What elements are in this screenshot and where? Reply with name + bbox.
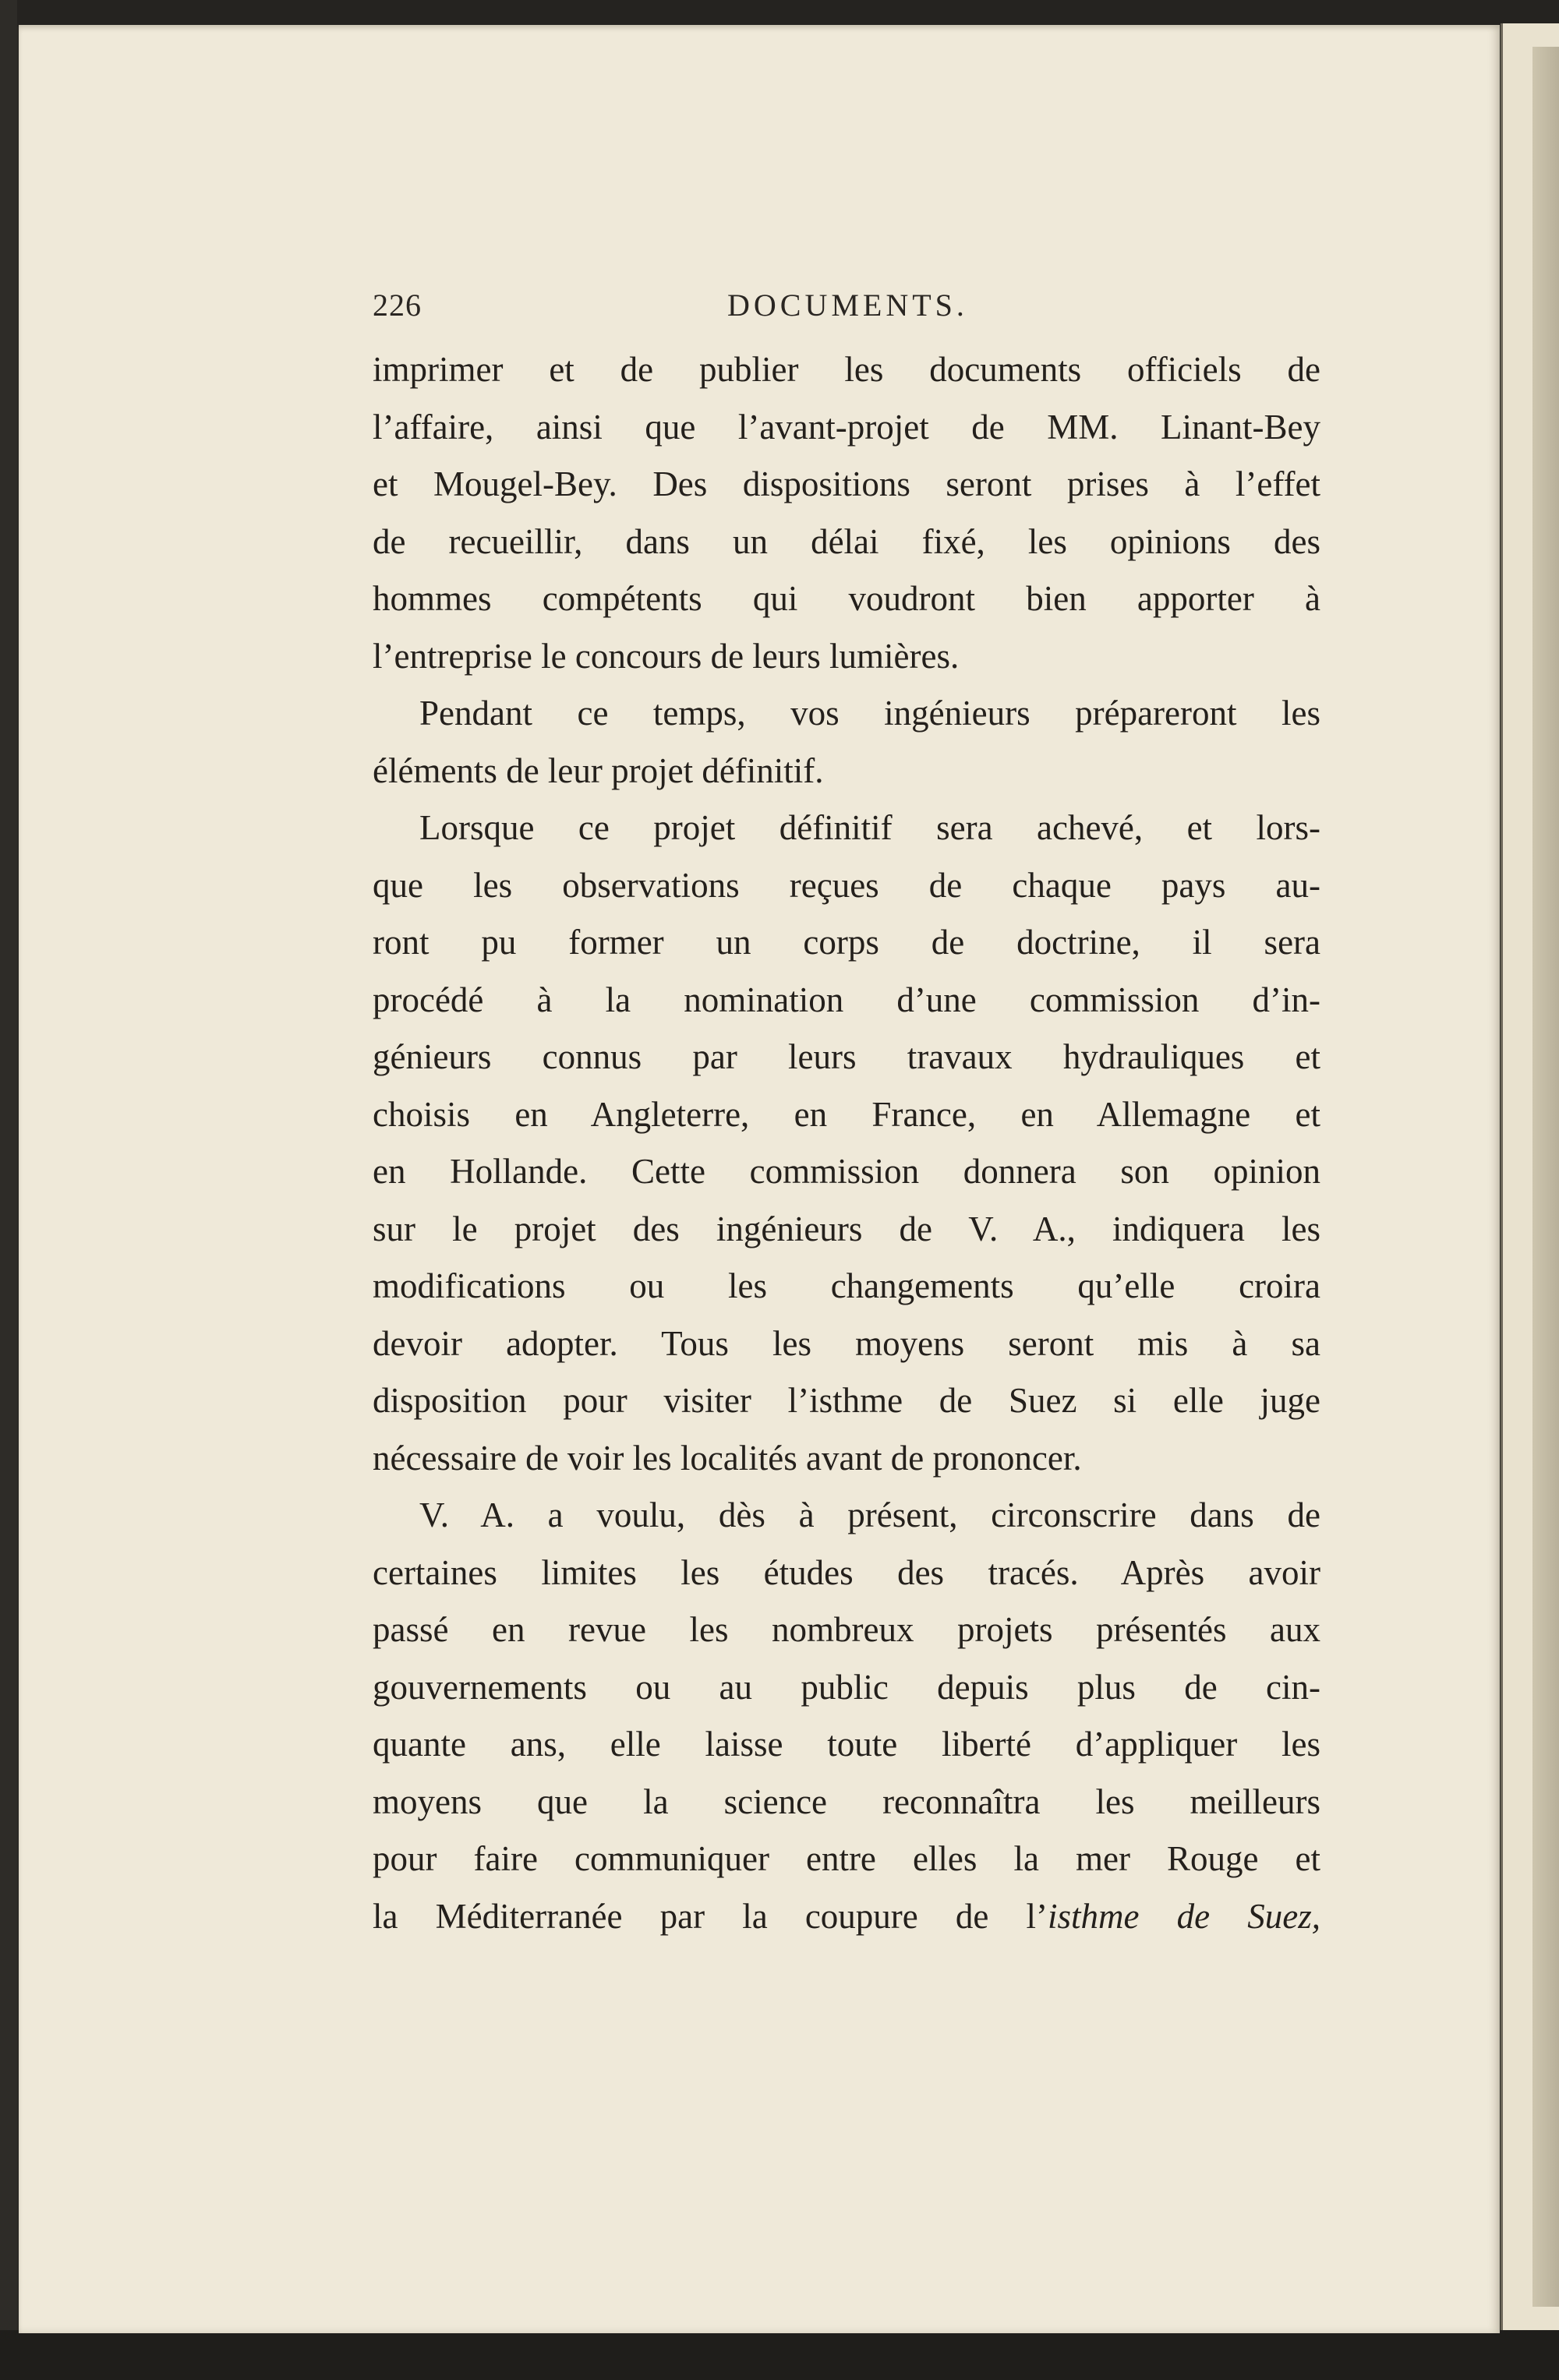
body-text: [373, 341, 1320, 1945]
text-line: en Hollande. Cette commission donnera son opinion: [373, 1152, 1320, 1191]
text-line: éléments de leur projet définitif.: [373, 750, 824, 790]
text-line: l’affaire, ainsi que l’avant-projet de MM. Linant-Bey: [373, 407, 1320, 447]
text-line: de recueillir, dans un délai fixé, les opinions des: [373, 521, 1320, 561]
text-line: choisis en Angleterre, en France, en Allemagne et: [373, 1094, 1320, 1134]
paragraph-start-line: Lorsque ce projet définitif sera achevé, et lors-: [419, 808, 1320, 847]
text-line: procédé à la nomination d’une commission d’in-: [373, 980, 1320, 1019]
final-line-italic: isthme de Suez: [1048, 1896, 1312, 1936]
text-line: certaines limites les études des tracés. Après avoir: [373, 1552, 1320, 1592]
text-line-final: [373, 1888, 1320, 1946]
text-line: gouvernements ou au public depuis plus de cin-: [373, 1667, 1320, 1707]
final-line-start: la Méditerranée par la coupure de: [373, 1896, 1027, 1936]
text-line: pour faire communiquer entre elles la mer Rouge et: [373, 1839, 1320, 1878]
text-line: que les observations reçues de chaque pays au-: [373, 865, 1320, 905]
text-line: nécessaire de voir les localités avant de prononcer.: [373, 1438, 1082, 1478]
text-line: modifications ou les changements qu’elle croira: [373, 1266, 1320, 1305]
paragraph-start-line: V. A. a voulu, dès à présent, circonscrire dans de: [419, 1495, 1320, 1534]
text-line: devoir adopter. Tous les moyens seront mis à sa: [373, 1323, 1320, 1363]
page-header: [373, 281, 1320, 335]
text-line: génieurs connus par leurs travaux hydrauliques et: [373, 1037, 1320, 1076]
running-head: DOCUMENTS.: [727, 288, 968, 323]
text-line: passé en revue les nombreux projets présentés aux: [373, 1610, 1320, 1649]
text-line: ront pu former un corps de doctrine, il sera: [373, 923, 1320, 962]
text-line: hommes compétents qui voudront bien apporter à: [373, 579, 1320, 618]
page-number: 226: [373, 288, 422, 323]
final-line-article: l’: [1026, 1896, 1048, 1936]
text-line: imprimer et de publier les documents officiels de: [373, 350, 1320, 389]
scan-border-left: [0, 0, 17, 2380]
scan-border-bottom: [0, 2330, 1559, 2380]
text-line: l’entreprise le concours de leurs lumières.: [373, 636, 960, 676]
facing-page-shadow: [1532, 47, 1559, 2307]
text-line: sur le projet des ingénieurs de V. A., indiquera les: [373, 1209, 1320, 1248]
paragraph-start-line: Pendant ce temps, vos ingénieurs prépareront les: [419, 694, 1320, 733]
scan-border-top: [0, 0, 1559, 26]
text-line: moyens que la science reconnaîtra les meilleurs: [373, 1781, 1320, 1821]
final-line-end: ,: [1311, 1896, 1320, 1936]
text-line: quante ans, elle laisse toute liberté d’appliquer les: [373, 1725, 1320, 1764]
text-line: et Mougel-Bey. Des dispositions seront prises à l’effet: [373, 464, 1320, 503]
text-line: disposition pour visiter l’isthme de Suez si elle juge: [373, 1381, 1320, 1420]
